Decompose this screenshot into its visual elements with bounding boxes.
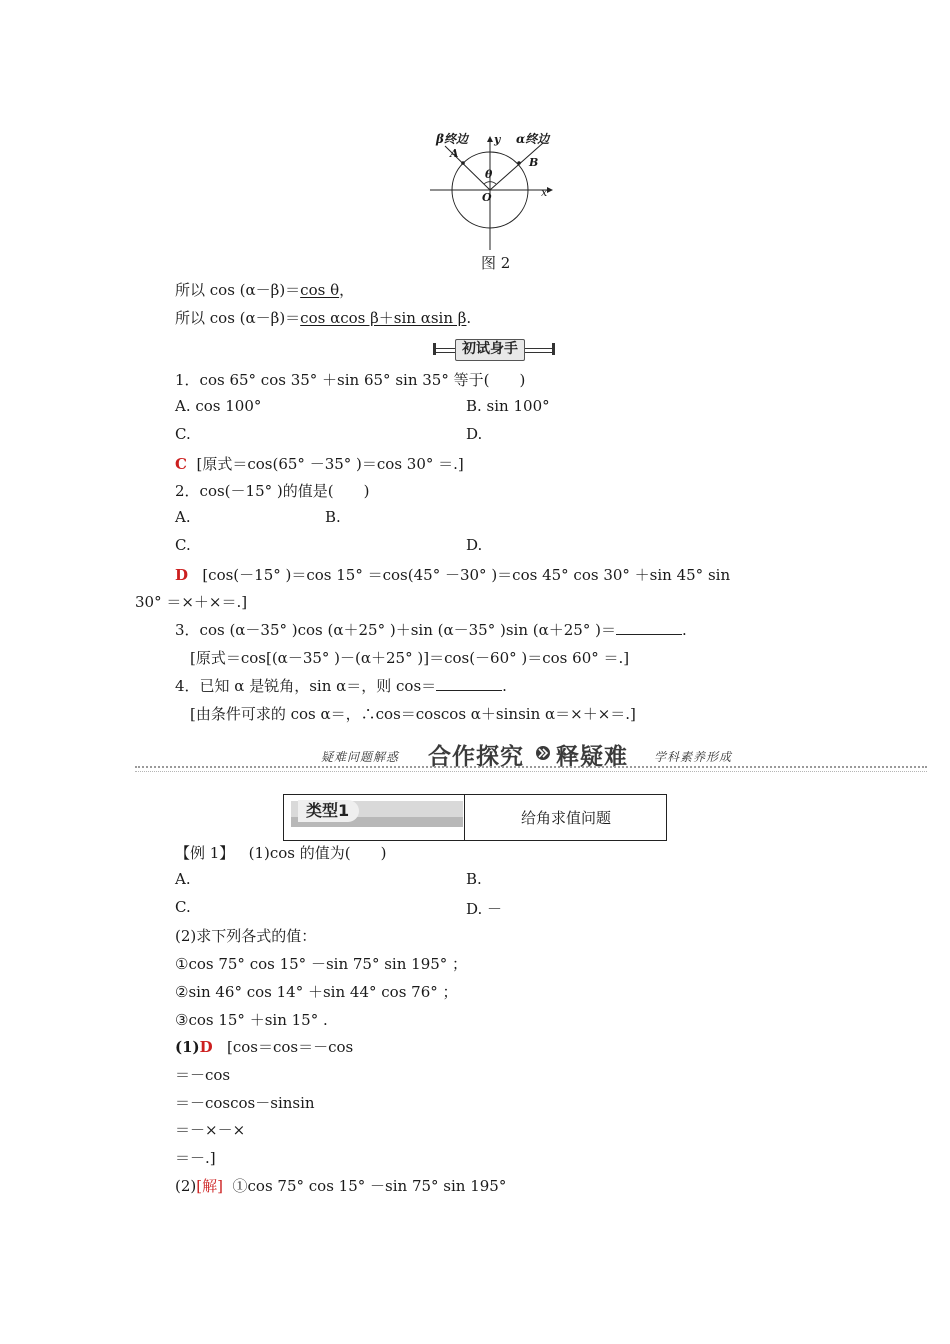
q3-stem-line	[175, 619, 687, 640]
solution-part1-text: [cos＝cos＝－cos	[226, 1038, 354, 1056]
q2-option-d: D.	[466, 536, 483, 554]
example-1-stem: (1)cos 的值为( )	[248, 844, 387, 862]
derivation-line-1-suffix: ，	[339, 281, 355, 299]
example-1-option-b: B.	[466, 870, 482, 888]
solution-part2-prefix: (2)	[175, 1177, 197, 1195]
example-1-item-3: ③cos 15° ＋sin 15° .	[175, 1011, 328, 1029]
q3-stem-end: .	[681, 621, 687, 639]
example-1-part2: (2)求下列各式的值：	[175, 927, 317, 945]
point-b-label: B	[529, 156, 539, 169]
q1-option-b: B. sin 100°	[466, 397, 550, 415]
solution-part2-text: ①cos 75° cos 15° －sin 75° sin 195°	[232, 1177, 507, 1195]
banner-main-left: 合作探究	[428, 744, 524, 770]
q1-option-a: A. cos 100°	[175, 397, 262, 415]
derivation-line-2-answer: cos αcos β＋sin αsin β	[300, 309, 467, 327]
banner-divider-bottom	[135, 771, 927, 772]
q2-option-b: B.	[325, 508, 341, 526]
type-1-label: 类型1	[298, 800, 359, 822]
solution-part1-answer: D	[199, 1038, 213, 1056]
derivation-line-1	[175, 279, 354, 300]
q4-stem-line	[175, 675, 507, 696]
section-header-try	[433, 339, 555, 359]
y-axis-label: y	[494, 133, 501, 146]
derivation-line-1-prefix: 所以 cos (α－β)＝	[175, 281, 301, 299]
solution-part2-tag: [解]	[196, 1177, 223, 1195]
solution-line-2: ＝－cos	[175, 1066, 231, 1084]
solution-line-1	[175, 1036, 353, 1057]
q1-option-d: D.	[466, 425, 483, 443]
q1-option-c: C.	[175, 425, 191, 443]
solution-part1-prefix: (1)	[175, 1038, 200, 1056]
q2-explain-1: [cos(－15° )＝cos 15° ＝cos(45° －30° )＝cos 45° cos 30° ＋sin 45° sin	[202, 566, 731, 584]
q2-explain-2: 30° ＝×＋×＝.]	[135, 593, 248, 611]
q2-solution	[175, 564, 730, 585]
type-1-label-cell	[284, 795, 465, 840]
example-1-option-d: D. －	[466, 900, 503, 918]
banner-right-text: 学科素养形成	[654, 750, 733, 764]
solution-line-3: ＝－coscos－sinsin	[175, 1094, 315, 1112]
figure-caption: 图 2	[481, 254, 511, 272]
q3-answer-blank	[616, 620, 682, 635]
banner-divider-top	[135, 766, 927, 768]
q2-answer: D	[175, 566, 189, 584]
derivation-line-2-suffix: .	[466, 309, 472, 327]
unit-circle-figure	[425, 128, 560, 256]
beta-terminal-label: β终边	[436, 132, 468, 146]
derivation-line-2	[175, 307, 471, 328]
x-axis-label: x	[541, 186, 548, 199]
banner-main-right: 释疑难	[556, 744, 628, 770]
theta-label: θ	[485, 168, 493, 181]
section-title-try: 初试身手	[455, 339, 525, 361]
solution-part2-line	[175, 1175, 506, 1196]
example-1-head: 【例 1】	[175, 844, 235, 862]
q4-answer-blank	[436, 676, 502, 691]
point-a-label: A	[450, 147, 459, 160]
q4-stem-end: .	[502, 677, 507, 695]
q3-stem: 3．cos (α－35° )cos (α＋25° )＋sin (α－35° )sin (α＋25° )＝	[175, 621, 616, 639]
example-1-stem-line	[175, 842, 386, 863]
q1-explain: [原式＝cos(65° －35° )＝cos 30° ＝.]	[196, 455, 464, 473]
q4-stem: 4．已知 α 是锐角，sin α＝，则 cos＝	[175, 677, 437, 695]
type-1-title: 给角求值问题	[520, 809, 611, 827]
example-1-item-2: ②sin 46° cos 14° ＋sin 44° cos 76° ；	[175, 983, 458, 1001]
example-1-option-a: A.	[175, 870, 191, 888]
q2-stem: 2．cos(－15° )的值是( )	[175, 482, 370, 500]
banner-left-text: 疑难问题解惑	[321, 750, 400, 764]
alpha-terminal-label: α终边	[516, 132, 550, 146]
q1-solution	[175, 453, 464, 474]
solution-line-4: ＝－×－×	[175, 1121, 246, 1139]
solution-line-5: ＝－.]	[175, 1149, 216, 1167]
q1-answer: C	[175, 455, 187, 473]
type-1-box	[283, 794, 667, 841]
example-1-item-1: ①cos 75° cos 15° －sin 75° sin 195° ；	[175, 955, 468, 973]
q3-explain: [原式＝cos[(α－35° )－(α＋25° )]＝cos(－60° )＝cos 60° ＝.]	[190, 649, 630, 667]
q4-explain: [由条件可求的 cos α＝，∴cos＝coscos α＋sinsin α＝×＋×＝.]	[190, 705, 636, 723]
derivation-line-1-answer: cos θ	[300, 281, 340, 299]
double-chevron-icon	[535, 745, 551, 761]
q1-stem: 1．cos 65° cos 35° ＋sin 65° sin 35° 等于( )	[175, 371, 526, 389]
q2-option-a: A.	[175, 508, 191, 526]
example-1-option-c: C.	[175, 898, 191, 916]
origin-label: O	[482, 191, 492, 204]
q2-option-c: C.	[175, 536, 191, 554]
derivation-line-2-prefix: 所以 cos (α－β)＝	[175, 309, 301, 327]
